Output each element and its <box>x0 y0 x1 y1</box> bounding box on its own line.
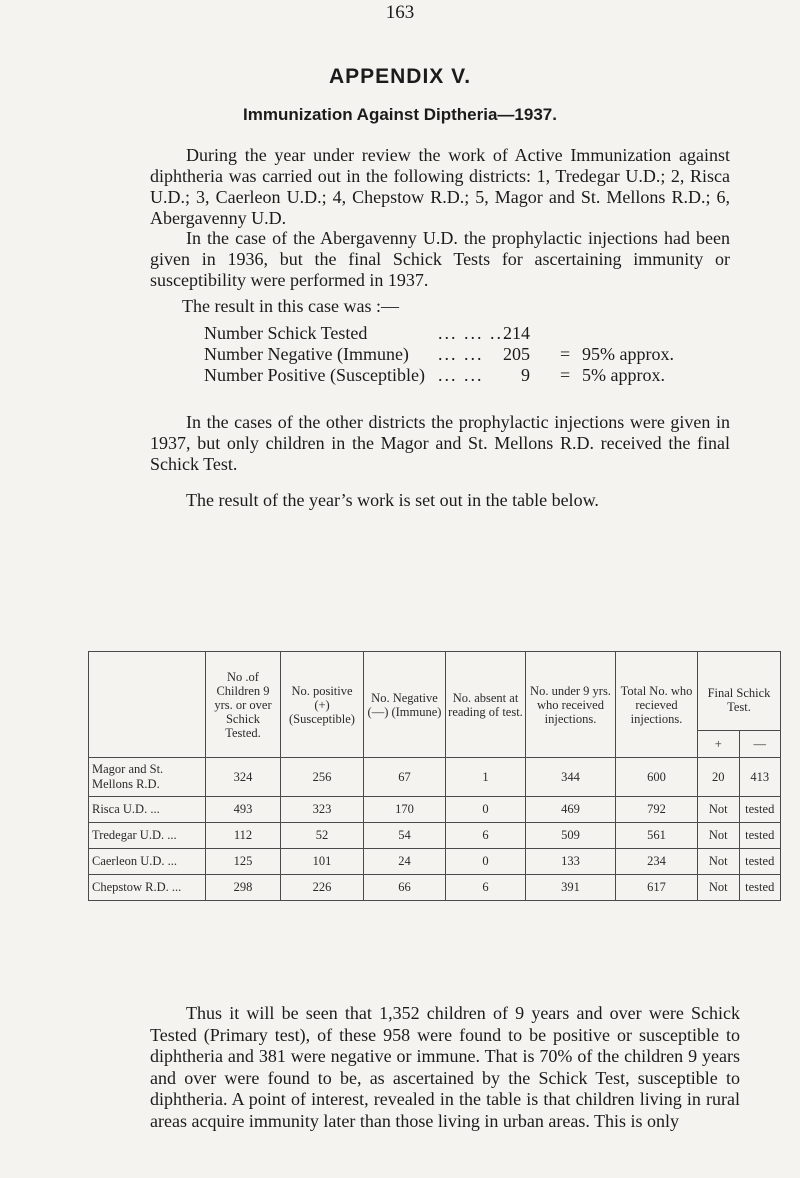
table-row <box>89 758 781 797</box>
cell-tested: 298 <box>206 875 281 901</box>
cell-absent: 0 <box>446 849 526 875</box>
cell-district: Risca U.D. ... <box>89 797 206 823</box>
result-leader: ... ... ... <box>438 323 510 343</box>
result-equals: = <box>560 344 571 364</box>
cell-district: Magor and St. Mellons R.D. <box>89 758 206 797</box>
cell-final-negative: tested <box>739 849 781 874</box>
cell-total: 792 <box>616 797 698 823</box>
table-header-row <box>89 652 781 758</box>
cell-under9: 133 <box>526 849 616 875</box>
result-equals: = <box>560 365 571 385</box>
header-final-positive: + <box>714 737 722 751</box>
table-row <box>89 875 781 901</box>
result-value: 214 <box>503 323 530 343</box>
cell-total: 617 <box>616 875 698 901</box>
result-value: 9 <box>521 365 530 385</box>
cell-final-negative: tested <box>739 823 781 848</box>
cell-final-negative: tested <box>739 875 781 900</box>
header-positive: No. positive (+) (Susceptible) <box>281 652 364 758</box>
paragraph-table-intro: The result of the year’s work is set out in the table below. <box>186 490 599 510</box>
cell-under9: 509 <box>526 823 616 849</box>
cell-negative: 170 <box>364 797 446 823</box>
cell-positive: 226 <box>281 875 364 901</box>
result-percent: 5% approx. <box>582 365 665 385</box>
paragraph-districts: During the year under review the work of Active Immunization against diphtheria was carried out in the following districts: 1, Tredegar U.D.; 2, Risca U.D.; 3, Caerleon U.D.; 4, Chepstow R.D.; 5, Magor and St. Mellons R.D.; 6, Abergavenny U.D. <box>150 145 730 228</box>
table-row <box>89 823 781 849</box>
cell-final-schick <box>698 797 781 823</box>
page-number: 163 <box>385 2 415 23</box>
cell-negative: 54 <box>364 823 446 849</box>
result-percent: 95% approx. <box>582 344 674 364</box>
cell-negative: 66 <box>364 875 446 901</box>
cell-under9: 469 <box>526 797 616 823</box>
header-final-title: Final Schick Test. <box>707 686 771 714</box>
cell-final-positive: Not <box>708 802 728 816</box>
header-district <box>89 652 206 758</box>
cell-negative: 24 <box>364 849 446 875</box>
header-total: Total No. who recieved injections. <box>616 652 698 758</box>
result-leader: ... ... <box>438 365 484 385</box>
paragraph-abergavenny: In the case of the Abergavenny U.D. the prophylactic injections had been given in 1936, but the final Schick Tests for ascertaining immunity or susceptibility were performed in 1937. <box>150 228 730 290</box>
header-final-schick <box>698 652 781 758</box>
cell-final-positive: Not <box>708 854 728 868</box>
cell-under9: 391 <box>526 875 616 901</box>
cell-final-schick <box>698 875 781 901</box>
cell-positive: 52 <box>281 823 364 849</box>
cell-final-schick <box>698 758 781 797</box>
result-label: Number Schick Tested <box>204 323 368 343</box>
cell-total: 234 <box>616 849 698 875</box>
cell-positive: 323 <box>281 797 364 823</box>
cell-final-negative: 413 <box>739 758 781 796</box>
results-table <box>88 651 781 901</box>
cell-absent: 6 <box>446 875 526 901</box>
result-value: 205 <box>503 344 530 364</box>
cell-district: Chepstow R.D. ... <box>89 875 206 901</box>
cell-absent: 6 <box>446 823 526 849</box>
header-final-negative: — <box>739 731 781 757</box>
cell-district: Tredegar U.D. ... <box>89 823 206 849</box>
header-negative: No. Negative (—) (Immune) <box>364 652 446 758</box>
cell-under9: 344 <box>526 758 616 797</box>
cell-final-schick <box>698 823 781 849</box>
result-label: Number Positive (Susceptible) <box>204 365 425 385</box>
table-row <box>89 849 781 875</box>
cell-total: 600 <box>616 758 698 797</box>
cell-tested: 493 <box>206 797 281 823</box>
cell-district: Caerleon U.D. ... <box>89 849 206 875</box>
table-row <box>89 797 781 823</box>
result-label: Number Negative (Immune) <box>204 344 409 364</box>
cell-tested: 112 <box>206 823 281 849</box>
cell-tested: 125 <box>206 849 281 875</box>
cell-final-positive: Not <box>708 880 728 894</box>
result-row-positive <box>204 365 764 386</box>
header-absent: No. absent at reading of test. <box>446 652 526 758</box>
result-row-tested <box>204 323 764 344</box>
cell-final-schick <box>698 849 781 875</box>
header-under9: No. under 9 yrs. who received injections. <box>526 652 616 758</box>
paragraph-other-districts: In the cases of the other districts the prophylactic injections were given in 1937, but only children in the Magor and St. Mellons R.D. received the final Schick Test. <box>150 412 730 474</box>
cell-final-positive: Not <box>708 828 728 842</box>
cell-positive: 101 <box>281 849 364 875</box>
cell-absent: 1 <box>446 758 526 797</box>
cell-final-negative: tested <box>739 797 781 822</box>
cell-final-positive: 20 <box>712 769 725 784</box>
page-title: Immunization Against Diptheria—1937. <box>243 105 557 124</box>
result-leader: ... ... <box>438 344 484 364</box>
paragraph-summary: Thus it will be seen that 1,352 children of 9 years and over were Schick Tested (Primary test), of these 958 were found to be positive or susceptible to diphtheria and 381 were negative or immune. That is 70% of the children 9 years and over were found to be, as ascertained by the Schick Test, susceptible to diphtheria. A point of interest, revealed in the table is that children living in rural areas acquire immunity later than those living in urban areas. This is only <box>150 1003 740 1131</box>
result-row-negative <box>204 344 764 365</box>
header-tested: No .of Children 9 yrs. or over Schick Tested. <box>206 652 281 758</box>
result-intro: The result in this case was :— <box>182 296 399 316</box>
cell-absent: 0 <box>446 797 526 823</box>
cell-positive: 256 <box>281 758 364 797</box>
cell-tested: 324 <box>206 758 281 797</box>
cell-total: 561 <box>616 823 698 849</box>
cell-negative: 67 <box>364 758 446 797</box>
appendix-heading: APPENDIX V. <box>328 65 472 88</box>
